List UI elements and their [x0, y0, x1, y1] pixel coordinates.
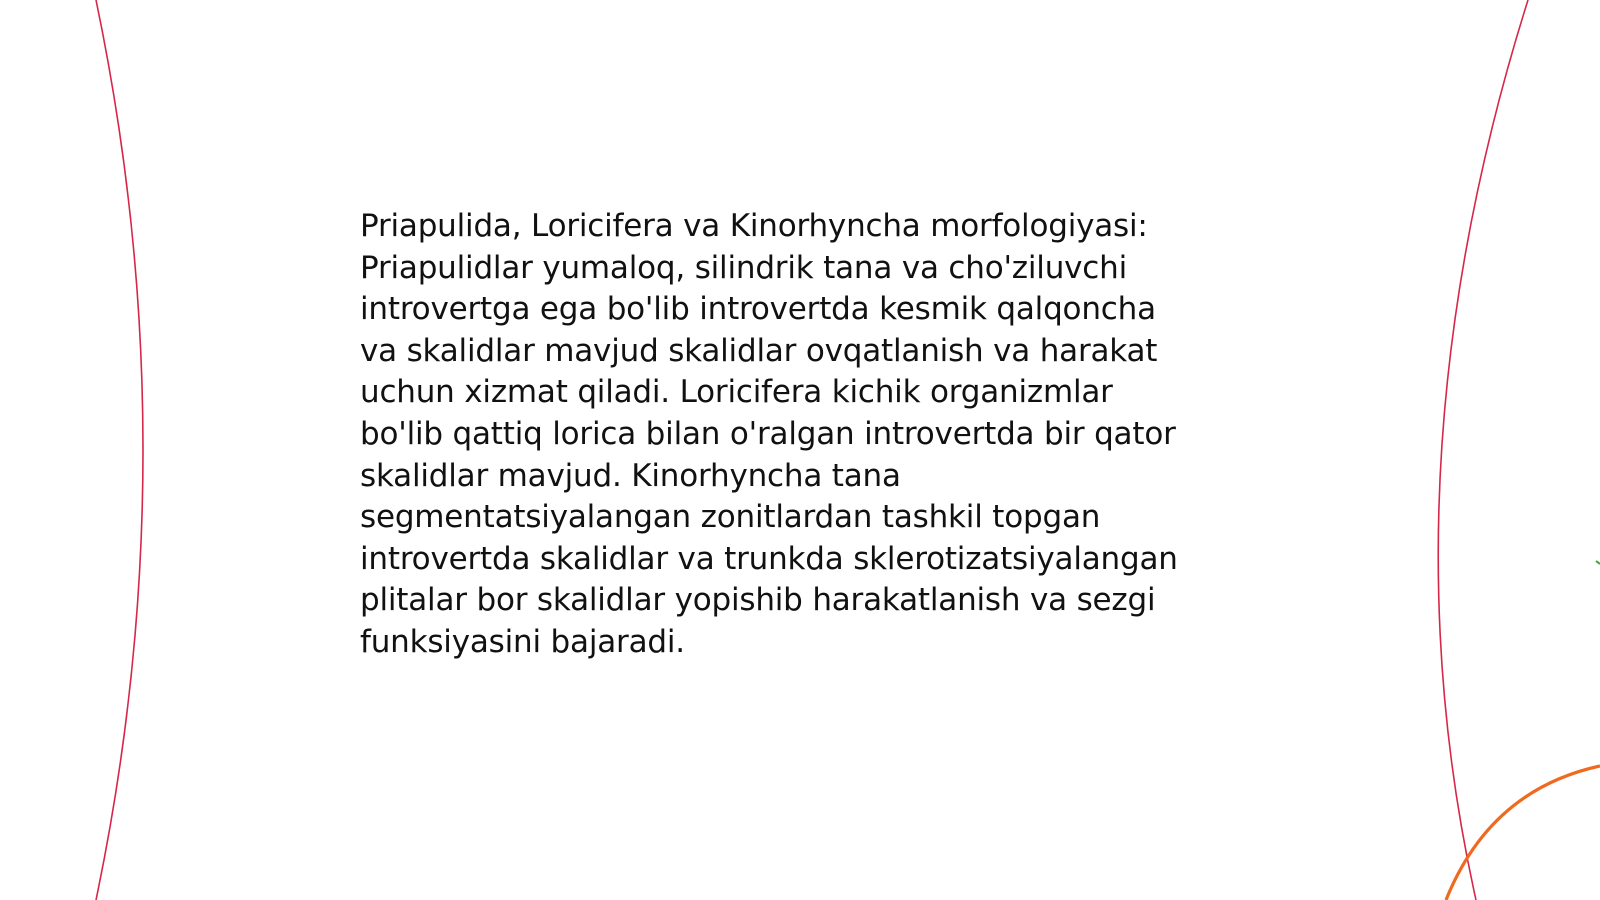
- right-decorative-curve: [1438, 0, 1528, 900]
- orange-decorative-arc: [1446, 766, 1600, 900]
- text-line: introvertda skalidlar va trunkda sklerotizatsiyalangan: [360, 540, 1178, 577]
- text-line: skalidlar mavjud. Kinorhyncha tana: [360, 457, 901, 494]
- text-line: Priapulidlar yumaloq, silindrik tana va cho'ziluvchi: [360, 249, 1127, 286]
- text-line: segmentatsiyalangan zonitlardan tashkil topgan: [360, 499, 1101, 536]
- text-line: plitalar bor skalidlar yopishib harakatlanish va sezgi: [360, 582, 1156, 619]
- text-line: va skalidlar mavjud skalidlar ovqatlanish va harakat: [360, 332, 1158, 369]
- text-line: funksiyasini bajaradi.: [360, 623, 685, 660]
- left-decorative-curve: [96, 0, 143, 900]
- text-line: Priapulida, Loricifera va Kinorhyncha morfologiyasi:: [360, 208, 1148, 244]
- slide-body-text: [360, 206, 1240, 664]
- text-line: introvertga ega bo'lib introvertda kesmik qalqoncha: [360, 291, 1156, 328]
- green-accent-mark: [1596, 561, 1600, 564]
- text-line: bo'lib qattiq lorica bilan o'ralgan introvertda bir qator: [360, 415, 1176, 452]
- text-line: uchun xizmat qiladi. Loricifera kichik organizmlar: [360, 374, 1113, 411]
